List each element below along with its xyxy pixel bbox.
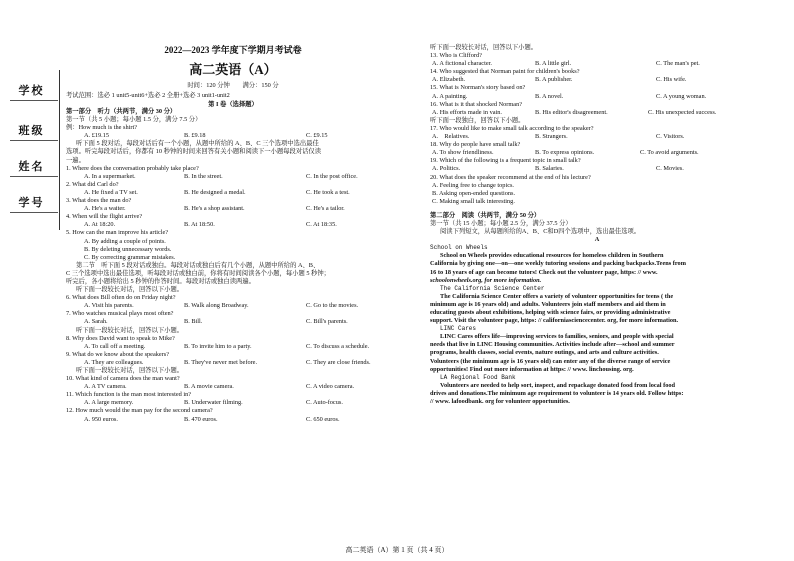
example-question: 例：How much is the shirt? <box>66 124 138 132</box>
passage-title: LINC Cares <box>440 325 477 333</box>
options: A. Sarah. B. Bill. C. Bill's parents. <box>84 318 348 326</box>
question: 3. What does the man do? <box>66 197 132 205</box>
section1-title: 第一节（共 5 小题；每小题 1.5 分，满分 7.5 分） <box>66 116 202 124</box>
question: 16. What is it that shocked Norman? <box>430 100 523 108</box>
question: 11. Which function is the man most interested in? <box>66 391 192 399</box>
school-label: 学校 <box>18 85 45 97</box>
right-column: 听下面一段较长对话，回答以下小题。 13. Who is Clifford? A. A fictional character. B. A little girl. C. The man's pet. 14. Who suggested that Norman paint for children's books? A. Elizabeth. B. A publisher. C. His wife. 15. What is Norman's story based on? A. A painting. B. A novel. C. A young woman. 16. What is it that shocked Norman? A. His efforts made in vain. B. His editor's disagreement. C. His unexpected success. 听下面一段独白，回答以下小题。 17. Who would like to make small talk according to the speaker? A. Relatives. B. Strangers. C. Visitors. 18. Why do people have small talk? A. To show friendliness. B. To express opinions. C. To avoid arguments. 19. Which of the following is a frequent topic in small talk? A. Politics. B. Salaries. C. Movies. 20. What does the speaker recommend at the end of his lecture? A. Feeling free to change topics. B. Asking open-ended questions. C. Making small talk interesting. 第二部分 阅读（共两节，满分 50 分） 第一节（共 15 小题；每小题 2.5 分，满分 37.5 分） 阅读下列短文，从每题所给的A、B、C和D四个选项中，选出最佳选项。 A School on Wheels School on Wheels provides educational resources for homeless children in Southern California by giving one—on—one weekly tutoring sessions and packing backpacks.Teens from 16 to 18 years of age can become tutors! Check out the volunteer page, https: // www. schoolonwheels.org, for more information. The California Science Center The California Science Center offers a variety of volunteer opportunities for teens ( the minimum age is 16 years old) and adults. Volunteers join staff members and aid them in educating guests about exhibitions, helping with science fairs, or providing administrative support. Visit the volunteer page, https: // californiasciencecenter. org, for more information. LINC Cares LINC Cares offers life—improving services to families, seniors, and people with special needs that live in LINC Housing communities. Activities include after—school and summer programs, health classes, social events, nature outings, and arts and culture activities. Volunteers (the minimum age is 16 years old) can enter any of the diverse range of service opportunities! Find out more information at https: // www. linchousing. org. LA Regional Food Bank Volunteers are needed to help sort, inspect, and repackage donated food from local food drives and donations.The minimum age requirement to volunteer is 14 years old. Follow https: // www. lafoodbank. org for volunteer opportunities. <box>430 44 764 406</box>
section2-instruction: 第二节 听下面 5 段对话或独白。每段对话或独白后有几个小题，从题中所给的 A、B、 <box>76 261 320 269</box>
exam-scope: 考试范围：选必 1 unit5-unit6+选必 2 全册+选必 3 unit1-unit2 <box>66 92 230 99</box>
options: A. A painting. B. A novel. C. A young woman. <box>432 92 707 100</box>
listen-instruction: 听下面一段独白，回答以下小题。 <box>430 116 525 124</box>
passage-title: The California Science Center <box>440 284 545 292</box>
question: 1. Where does the conversation probably take place? <box>66 164 199 172</box>
question: 4. When will the flight arrive? <box>66 213 143 221</box>
exam-subject-title: 高二英语（A） <box>189 62 277 77</box>
student-id-label: 学号 <box>18 197 45 209</box>
question-5: 5. How can the man improve his article? <box>66 229 169 237</box>
part2-instruction: 阅读下列短文，从每题所给的A、B、C和D四个选项中，选出最佳选项。 <box>440 228 641 236</box>
listen-instruction: 听下面一段较长对话，回答以下小题。 <box>76 286 184 294</box>
time-score: 时间：120 分钟 满分：150 分 <box>187 82 279 89</box>
section1-instruction: 听下面 5 段对话，每段对话后有一个小题，从题中所给的 A、B、C 三个选项中选出最佳 <box>76 140 319 148</box>
options: A. A fictional character. B. A little girl. C. The man's pet. <box>432 60 700 68</box>
question: 12. How much would the man pay for the second camera? <box>66 407 213 415</box>
exam-year-title: 2022—2023 学年度下学期月考试卷 <box>164 45 302 55</box>
passage-label: A <box>594 236 600 244</box>
options: A. His efforts made in vain. B. His editor's disagreement. C. His unexpected success. <box>432 108 717 116</box>
options: A. A TV camera. B. A movie camera. C. A video camera. <box>84 383 355 391</box>
question: 2. What did Carl do? <box>66 180 119 188</box>
question: 8. Why does David want to speak to Mike? <box>66 334 175 342</box>
question: 15. What is Norman's story based on? <box>430 84 526 92</box>
options: A. Visit his parents. B. Walk along Broadway. C. Go to the movies. <box>84 302 359 310</box>
options: A. To show friendliness. B. To express opinions. C. To avoid arguments. <box>432 149 699 157</box>
part1-title: 第一部分 听力（共两节，满分 30 分） <box>66 108 177 115</box>
options: A. To call off a meeting. B. To invite him to a party. C. To discuss a schedule. <box>84 342 370 350</box>
question-group-1-4 <box>66 165 400 230</box>
listen-instruction: 听下面一段较长对话，回答以下小题。 <box>76 326 184 334</box>
listen-instruction: 听下面一段较长对话，回答以下小题。 <box>76 367 184 374</box>
question: 17. Who would like to make small talk according to the speaker? <box>430 124 594 132</box>
student-info-strip <box>4 70 60 230</box>
options: A. They are colleagues. B. They've never met before. C. They are close friends. <box>84 358 371 366</box>
volume-title: 第 I 卷（选择题） <box>208 101 258 108</box>
question: 7. Who watches musical plays most often? <box>66 310 174 318</box>
options: A. Elizabeth. B. A publisher. C. His wife. <box>432 76 687 84</box>
options: A. At 18:20. B. At 18:50. C. At 18:35. <box>84 221 337 229</box>
left-column: 第一部分 听力（共两节，满分 30 分） 第一节（共 5 小题；每小题 1.5 分，满分 7.5 分） 例：How much is the shirt? A. £19.15 B. £9.18 C. £9.15 听下面 5 段对话，每段对话后有一个小题，从题中所给的 A、B、C 三个选项中选出最佳 选项。听完每段对话后，你都有 10 秒钟的时间来回答有关小题和阅读下一小题每段对话仅读 一遍。 1. Where does the conversation probably take place? A. In a supermarket. B. In the street. C. In the post office. 2. What did Carl do? A. He fixed a TV set. B. He designed a medal. C. He took a test. 3. What does the man do? A. He's a waiter. B. He's a shop assistant. C. He's a tailor. 4. When will the flight arrive? A. At 18:20. B. At 18:50. C. At 18:35. 5. How can the man improve his article? A. By adding a couple of points. B. By deleting unnecessary words. C. By correcting grammar mistakes. 第二节 听下面 5 段对话或独白。每段对话或独白后有几个小题，从题中所给的 A、B、 C 三个选项中选出最佳选项，听每段对话或独白前，你将有时间阅读各个小题，每小题 5 秒钟； 听完后，各小题将给出 5 秒钟的作答时间。每段对话或独白读两遍。 听下面一段较长对话，回答以下小题。 6. What does Bill often do on Friday night? A. Visit his parents. B. Walk along Broadway. C. Go to the movies. 7. Who watches musical plays most often? A. Sarah. B. Bill. C. Bill's parents. 听下面一段较长对话，回答以下小题。 8. Why does David want to speak to Mike? A. To call off a meeting. B. To invite him to a party. C. To discuss a schedule. 9. What do we know about the speakers? A. They are colleagues. B. They've never met before. C. They are close friends. 听下面一段较长对话，回答以下小题。 10. What kind of camera does the man want? A. A TV camera. B. A movie camera. C. A video camera. 11. Which function is the man most interested in? A. A large memory. B. Underwater filming. C. Auto-focus. 12. How much would the man pay for the second camera? A. 950 euros. B. 470 euros. C. 650 euros. <box>66 108 400 424</box>
options: A. Politics. B. Salaries. C. Movies. <box>432 165 684 173</box>
question: 18. Why do people have small talk? <box>430 141 521 149</box>
options: A. He's a waiter. B. He's a shop assistant. C. He's a tailor. <box>84 205 345 213</box>
name-label: 姓名 <box>18 161 45 173</box>
part2-section1-title: 第一节（共 15 小题；每小题 2.5 分，满分 37.5 分） <box>430 219 572 227</box>
options: A. Relatives. B. Strangers. C. Visitors. <box>432 133 685 141</box>
listen-instruction: 听下面一段较长对话，回答以下小题。 <box>430 44 538 51</box>
part2-title: 第二部分 阅读（共两节，满分 50 分） <box>430 211 541 219</box>
page-footer: 高二英语（A）第 1 页（共 4 页） <box>345 546 449 554</box>
question: 14. Who suggested that Norman paint for children's books? <box>430 68 580 76</box>
question-20: 20. What does the speaker recommend at the end of his lecture? <box>430 173 591 181</box>
question: 13. Who is Clifford? <box>430 52 482 60</box>
options: A. 950 euros. B. 470 euros. C. 650 euros. <box>84 415 340 423</box>
question: 6. What does Bill often do on Friday night? <box>66 294 176 302</box>
question: 9. What do we know about the speakers? <box>66 350 170 358</box>
question: 19. Which of the following is a frequent topic in small talk? <box>430 157 581 165</box>
options: A. In a supermarket. B. In the street. C. In the post office. <box>84 172 358 180</box>
options: A. A large memory. B. Underwater filming. C. Auto-focus. <box>84 399 343 407</box>
class-label: 班级 <box>18 125 45 137</box>
passage-title: LA Regional Food Bank <box>440 373 516 381</box>
options: A. He fixed a TV set. B. He designed a medal. C. He took a test. <box>84 188 350 196</box>
example-options: A. £19.15 B. £9.18 C. £9.15 <box>84 132 328 140</box>
passage-title: School on Wheels <box>430 244 488 252</box>
question: 10. What kind of camera does the man want? <box>66 375 180 383</box>
